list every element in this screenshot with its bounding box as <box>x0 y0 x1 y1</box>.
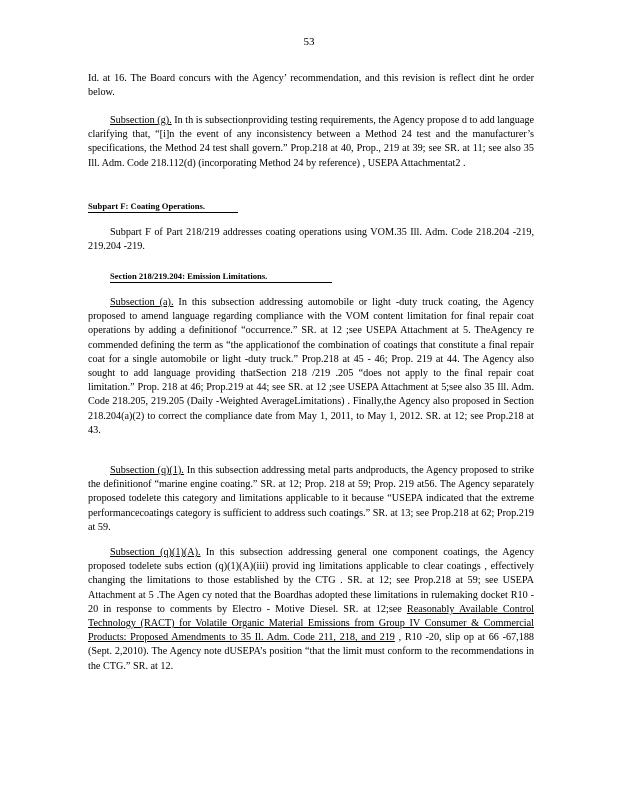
subsection-label: Subsection (q)(1)(A). <box>110 547 201 558</box>
subsection-label: Subsection (g). <box>110 115 172 126</box>
heading-section-204: Section 218/219.204: Emission Limitations. <box>110 271 268 281</box>
paragraph-id-at-16 <box>88 72 534 100</box>
subsection-label: Subsection (a). <box>110 297 174 308</box>
paragraph-subpart-f <box>88 226 534 254</box>
heading-subpart-f: Subpart F: Coating Operations. <box>88 201 205 211</box>
paragraph-text: In this subsection addressing automobile or light -duty truck coating, the Agency proposed to amend language regarding compliance with the VOM content limitation for final repair coat operations by adding a definitionof “occurrence.” SR. at 12 ;see USEPA Attachment at 5. TheAgency re commended defining the term as “the applicationof the combination of coatings that constitute a final repair coat for a single automobile or light -duty truck.” Prop.218 at 45 - 46; Prop. 219 at 44. The Agency also sought to add language providing thatSection 218 /219 .205 “does not apply to the final repair coat limitation.” Prop. 218 at 46; Prop.219 at 44; see SR. at 12 ;see USEPA Attachment at 5;see also 35 Ill. Adm. Code 218.205, 219.205 (Daily -Weighted AverageLimitations) . Finally,the Agency also proposed in Section 218.204(a)(2) to correct the compliance date from May 1, 2011, to May 1, 2012. SR. at 12; see Prop.218 at 43. <box>88 297 534 436</box>
case-citation: Reasonably Available Control Technology (RACT) for Volatile Organic Material Emissions from Group IV Consumer & Commercial Products: Proposed Amendments to 35 Il. Adm. Code 211, 218, and 219 <box>88 603 534 644</box>
paragraph-text: , R10 -20, slip op at 66 -67,188 (Sept. 2,2010). The Agency note dUSEPA’s position “that the limit must conform to the recommendations in the CTG.” SR. at 12. <box>88 632 535 672</box>
heading-rule <box>110 282 332 283</box>
paragraph-text: In this subsection addressing general one component coatings, the Agency proposed todelete subs ection (q)(1)(A)(iii) provid ing limitations applicable to clear coatings , effectively changing the limitations to those established by the CTG . SR. at 12; see Prop.218 at 59; see USEPA Attachment at 5 .The Agen cy noted that the Boardhas adopted these limitations in rulemaking docket R10 - 20 in response to comments by Electro - Motive Diesel. SR. at 12;see <box>88 547 534 615</box>
paragraph-subsection-g <box>88 114 534 171</box>
page-number: 53 <box>303 36 315 48</box>
paragraph-subsection-q1 <box>88 464 534 535</box>
subsection-label: Subsection (q)(1). <box>110 465 184 476</box>
heading-rule <box>88 212 238 213</box>
paragraph-subsection-a <box>88 296 534 438</box>
paragraph-text: In th is subsectionproviding testing requirements, the Agency propose d to add language clarifying that, “[i]n the event of any inconsistency between a Method 24 test and the manufacturer’s specifications, the Method 24 test shall govern.” Prop.218 at 40, Prop., 219 at 39; see SR. at 11; see also 35 Ill. Adm. Code 218.112(d) (incorporating Method 24 by reference) , USEPA Attachmentat2 . <box>88 115 534 169</box>
paragraph-subsection-q1a <box>88 546 534 674</box>
paragraph-text: Id. at 16. The Board concurs with the Agency’ recommendation, and this revision is reflect dint he order below. <box>88 73 534 99</box>
paragraph-text: Subpart F of Part 218/219 addresses coating operations using VOM.35 Ill. Adm. Code 218.204 -219, 219.204 -219. <box>88 227 534 253</box>
paragraph-text: In this subsection addressing metal parts andproducts, the Agency proposed to strike the definitionof “marine engine coating.” SR. at 12; Prop. 218 at 59; Prop. 219 at56. The Agency separately proposed todelete this category and limitations applicable to it because “USEPA indicated that the extreme performancecoatings category is sufficient to address such coatings.” SR. at 13; see Prop.218 at 62; Prop.219 at 59. <box>88 465 534 533</box>
